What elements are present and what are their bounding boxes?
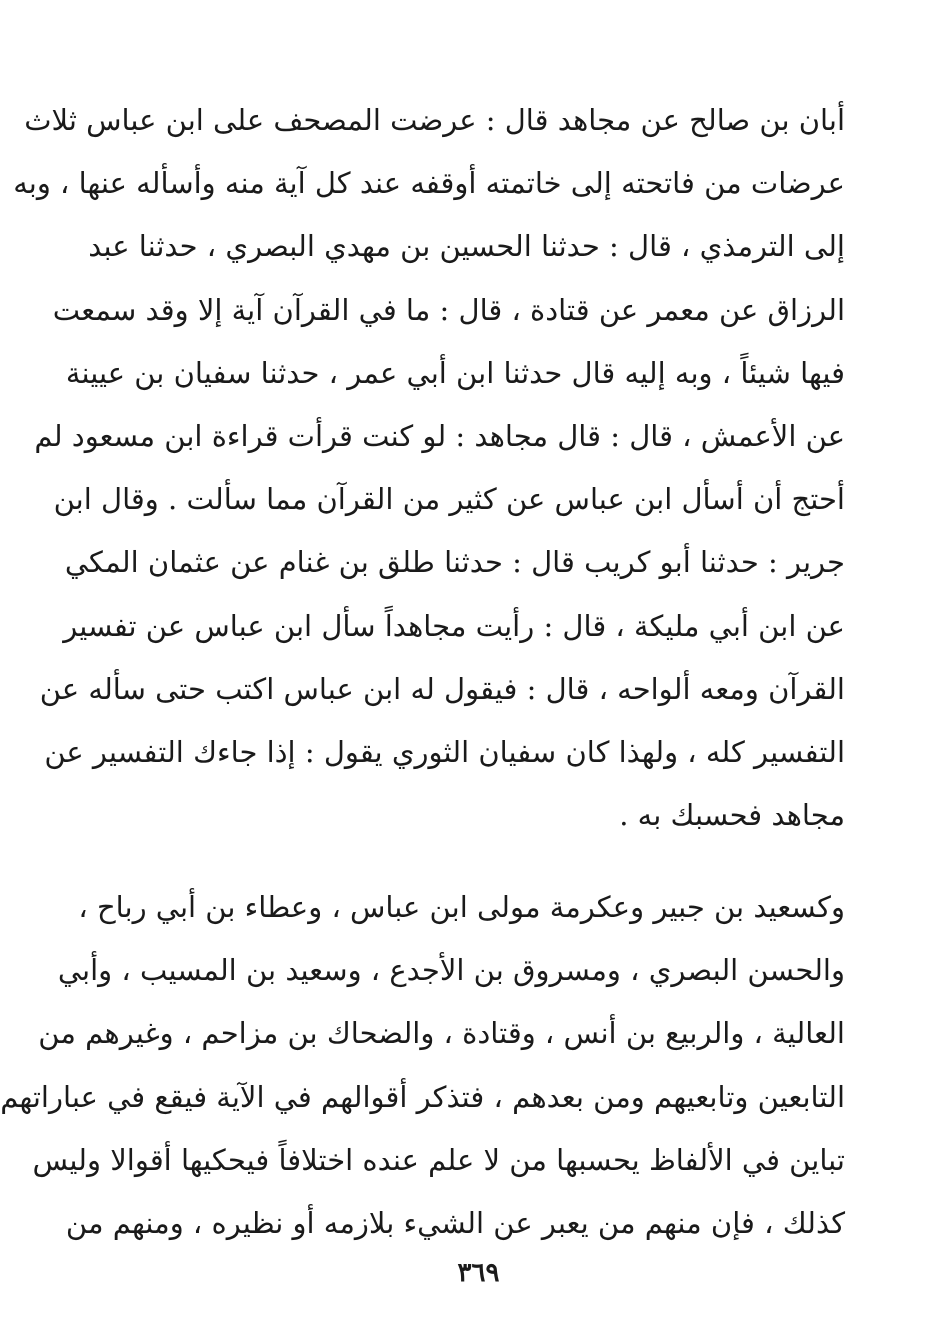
- text-line: مجاهد فحسبك به .: [619, 798, 845, 833]
- text-line: عن ابن أبي مليكة ، قال : رأيت مجاهداً سأل ابن عباس عن تفسير: [63, 608, 845, 643]
- paragraph-1: [13, 93, 845, 851]
- text-line: إلى الترمذي ، قال : حدثنا الحسين بن مهدي البصري ، حدثنا عبد: [88, 229, 845, 264]
- text-line: والحسن البصري ، ومسروق بن الأجدع ، وسعيد بن المسيب ، وأبي: [57, 953, 845, 988]
- text-line: التابعين وتابعيهم ومن بعدهم ، فتذكر أقوالهم في الآية فيقع في عباراتهم: [0, 1079, 845, 1114]
- text-line: أبان بن صالح عن مجاهد قال : عرضت المصحف على ابن عباس ثلاث: [24, 103, 845, 137]
- paragraph-2: [0, 880, 845, 1259]
- text-line: فيها شيئاً ، وبه إليه قال حدثنا ابن أبي عمر ، حدثنا سفيان بن عيينة: [65, 355, 845, 390]
- text-line: الرزاق عن معمر عن قتادة ، قال : ما في القرآن آية إلا وقد سمعت: [52, 292, 845, 327]
- text-line: أحتج أن أسأل ابن عباس عن كثير من القرآن مما سألت . وقال ابن: [53, 482, 845, 517]
- text-line: وكسعيد بن جبير وعكرمة مولى ابن عباس ، وعطاء بن أبي رباح ،: [78, 890, 845, 924]
- text-line: كذلك ، فإن منهم من يعبر عن الشيء بلازمه أو نظيره ، ومنهم من: [65, 1205, 845, 1240]
- text-line: عن الأعمش ، قال : قال مجاهد : لو كنت قرأت قراءة ابن مسعود لم: [34, 418, 845, 453]
- text-line: التفسير كله ، ولهذا كان سفيان الثوري يقول : إذا جاءك التفسير عن: [44, 734, 845, 769]
- text-line: العالية ، والربيع بن أنس ، وقتادة ، والضحاك بن مزاحم ، وغيرهم من: [38, 1016, 845, 1051]
- text-line: القرآن ومعه ألواحه ، قال : فيقول له ابن عباس اكتب حتى سأله عن: [39, 671, 845, 706]
- page-number: ٣٦٩: [457, 1258, 500, 1288]
- text-line: عرضات من فاتحته إلى خاتمته أوقفه عند كل آية منه وأسأله عنها ، وبه: [13, 166, 845, 201]
- text-line: جرير : حدثنا أبو كريب قال : حدثنا طلق بن غنام عن عثمان المكي: [64, 545, 845, 580]
- text-line: تباين في الألفاظ يحسبها من لا علم عنده اختلافاً فيحكيها أقوالا وليس: [32, 1142, 845, 1177]
